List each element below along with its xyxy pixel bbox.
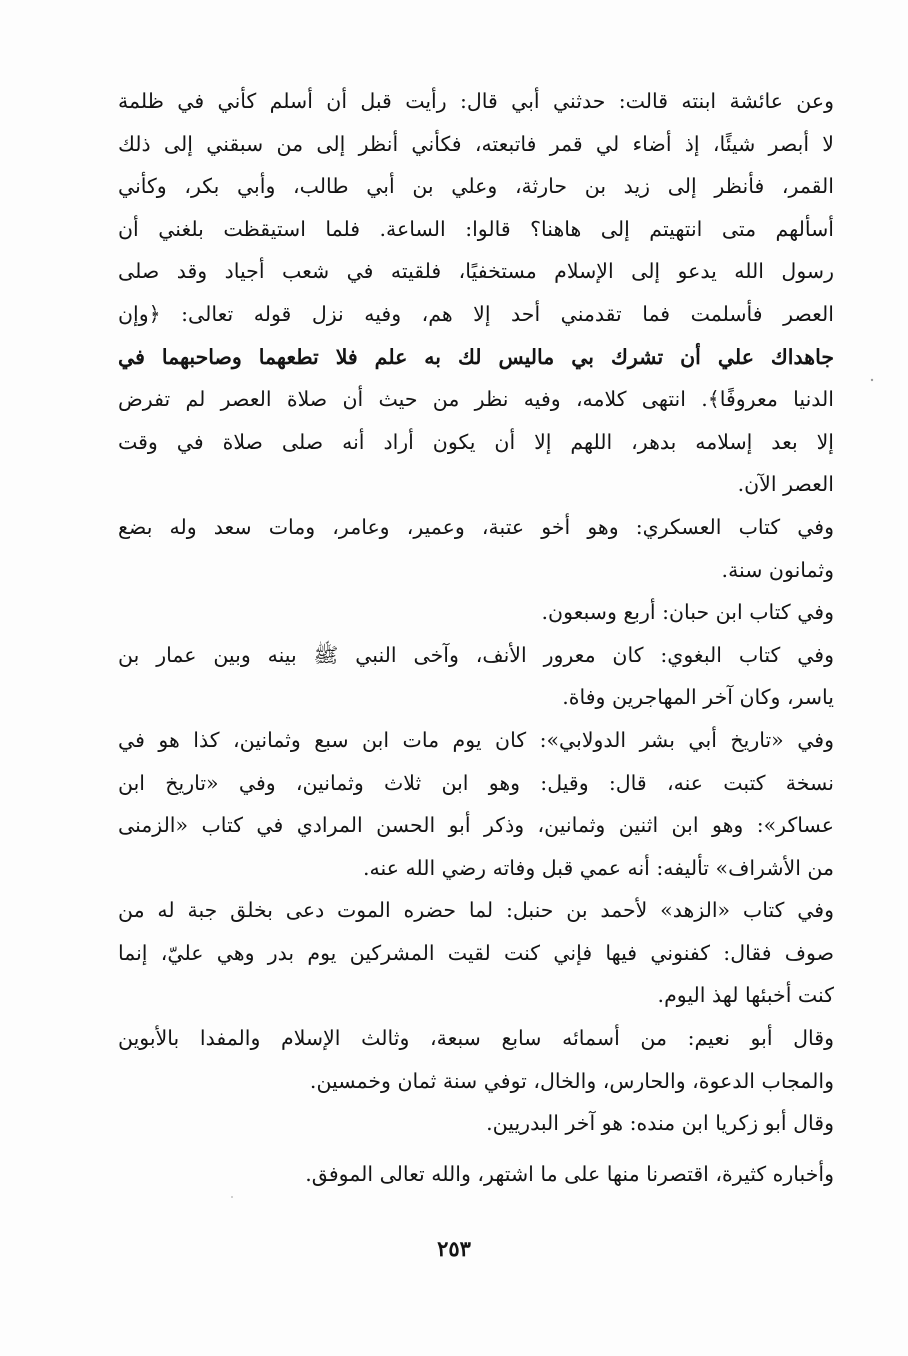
quran-verse-line: جاهداك علي أن تشرك بي ماليس لك به علم فلا تطعهما وصاحبهما في xyxy=(118,344,834,369)
page-number: ٢٥٣ xyxy=(437,1236,471,1261)
text-line: وقال أبو زكريا ابن منده: هو آخر البدريين. xyxy=(486,1111,834,1136)
text-line: عساكر»: وهو ابن اثنين وثمانين، وذكر أبو الحسن المرادي في كتاب «الزمنى xyxy=(118,813,834,838)
text-line: وقال أبو نعيم: من أسمائه سابع سبعة، وثالث الإسلام والمفدا بالأبوين xyxy=(118,1026,834,1051)
text-line: وأخباره كثيرة، اقتصرنا منها على ما اشتهر، والله تعالى الموفق. xyxy=(305,1161,834,1186)
body-text xyxy=(118,80,834,1195)
text-line: العصر فأسلمت فما تقدمني أحد إلا هم، وفيه نزل قوله تعالى: ﴿وإن xyxy=(118,301,834,326)
text-line: رسول الله يدعو إلى الإسلام مستخفيًا، فلقيته في شعب أجياد وقد صلى xyxy=(118,259,834,284)
text-line: من الأشراف» تأليفه: أنه عمي قبل وفاته رضي الله عنه. xyxy=(363,855,834,880)
text-line: العصر الآن. xyxy=(737,472,834,497)
text-line: أسألهم متى انتهيتم إلى هاهنا؟ قالوا: الساعة. فلما استيقظت بلغني أن xyxy=(118,216,834,241)
text-line: إلا بعد إسلامه بدهر، اللهم إلا أن يكون أراد أنه صلى صلاة في وقت xyxy=(118,429,834,454)
text-line: وفي كتاب البغوي: كان معرور الأنف، وآخى النبي ﷺ بينه وبين عمار بن xyxy=(118,642,834,667)
text-line: وفي كتاب «الزهد» لأحمد بن حنبل: لما حضره الموت دعى بخلق جبة له من xyxy=(118,898,834,923)
text-line: صوف فقال: كفنوني فيها فإني كنت لقيت المشركين يوم بدر وهي عليّ، إنما xyxy=(118,940,834,965)
text-line: وفي «تاريخ أبي بشر الدولابي»: كان يوم مات ابن سبع وثمانين، كذا هو في xyxy=(118,727,834,752)
text-line: وعن عائشة ابنته قالت: حدثني أبي قال: رأيت قبل أن أسلم كأني في ظلمة xyxy=(118,89,834,113)
text-line: كنت أخبئها لهذ اليوم. xyxy=(657,983,834,1008)
text-line: ياسر، وكان آخر المهاجرين وفاة. xyxy=(562,685,834,710)
text-line: الدنيا معروفًا﴾. انتهى كلامه، وفيه نظر من حيث أن صلاة العصر لم تفرض xyxy=(118,387,834,412)
text-line: لا أبصر شيئًا، إذ أضاء لي قمر فاتبعته، فكأني أنظر إلى من سبقني إلى ذلك xyxy=(118,131,834,156)
text-line: وفي كتاب ابن حبان: أربع وسبعون. xyxy=(541,600,834,625)
text-line: والمجاب الدعوة، والحارس، والخال، توفي سنة ثمان وخمسين. xyxy=(309,1068,834,1093)
text-line: نسخة كتبت عنه، قال: وقيل: وهو ابن ثلاث وثمانين، وفي «تاريخ ابن xyxy=(118,770,834,795)
text-line: القمر، فأنظر إلى زيد بن حارثة، وعلي بن أبي طالب، وأبي بكر، وكأني xyxy=(118,174,834,199)
text-line: وفي كتاب العسكري: وهو أخو عتبة، وعمير، وعامر، ومات سعد وله بضع xyxy=(118,514,834,539)
text-line: وثمانون سنة. xyxy=(721,557,834,582)
